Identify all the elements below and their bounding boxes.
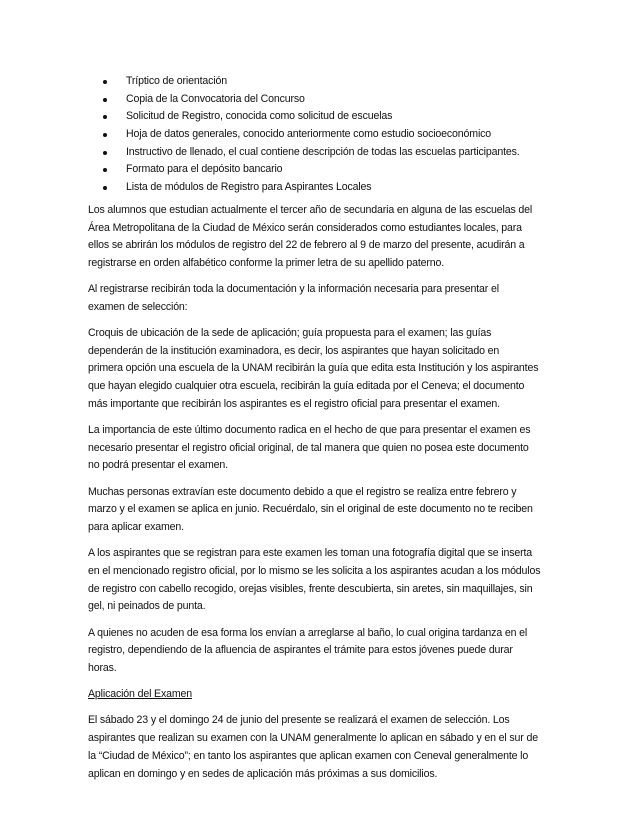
bullet-icon xyxy=(103,98,107,102)
paragraph-exam-dates xyxy=(88,712,558,783)
text-line: marzo y el examen se aplica en junio. Recuérdalo, sin el original de este documento no te reciben xyxy=(88,503,533,516)
text-line: Los alumnos que estudian actualmente el tercer año de secundaria en alguna de las escuelas del xyxy=(88,203,533,216)
list-item xyxy=(88,108,558,126)
text-line: El sábado 23 y el domingo 24 de junio del presente se realizará el examen de selección. Los xyxy=(88,714,510,727)
list-item-text: Solicitud de Registro, conocida como solicitud de escuelas xyxy=(126,110,393,123)
list-item-text: Tríptico de orientación xyxy=(126,75,227,87)
paragraph-photo xyxy=(88,545,558,616)
list-item-text: Lista de módulos de Registro para Aspirantes Locales xyxy=(126,181,372,194)
paragraph-guides xyxy=(88,325,558,414)
text-line: La importancia de este último documento radica en el hecho de que para presentar el examen es xyxy=(88,424,531,437)
paragraph-importance xyxy=(88,422,558,475)
text-line: Muchas personas extravían este documento debido a que el registro se realiza entre febrero y xyxy=(88,485,517,498)
text-line: registro, dependiendo de la afluencia de aspirantes el trámite para estos jóvenes puede durar xyxy=(88,644,513,657)
bullet-icon xyxy=(103,80,107,84)
list-item-text: Instructivo de llenado, el cual contiene descripción de todas las escuelas participantes. xyxy=(126,145,520,158)
documents-list xyxy=(88,73,558,197)
list-item-text: Formato para el depósito bancario xyxy=(126,163,283,176)
list-item xyxy=(88,73,558,91)
text-line: necesario presentar el registro oficial original, de tal manera que quien no posea este documento xyxy=(88,441,529,454)
paragraph-delay xyxy=(88,625,558,678)
text-line: A los aspirantes que se registran para este examen les toman una fotografía digital que se inserta xyxy=(88,547,533,560)
document-body xyxy=(88,73,558,792)
text-line: registrarse en orden alfabético conforme la primer letra de su apellido paterno. xyxy=(88,256,445,269)
text-line: la “Ciudad de México”; en tanto los aspirantes que aplican examen con Ceneval generalmente lo xyxy=(88,749,529,762)
bullet-icon xyxy=(103,186,107,190)
text-line: A quienes no acuden de esa forma los envían a arreglarse al baño, lo cual origina tardanza en el xyxy=(88,626,528,639)
paragraph-local-students xyxy=(88,202,558,273)
text-line: en el mencionado registro oficial, por lo mismo se les solicita a los aspirantes acudan a los módulos xyxy=(88,564,541,577)
text-line: Al registrarse recibirán toda la documentación y la información necesaria para presentar el xyxy=(88,283,499,296)
list-item xyxy=(88,126,558,144)
text-line: más importante que recibirán los aspirantes es el registro oficial para presentar el examen. xyxy=(88,397,500,410)
text-line: primera opción una escuela de la UNAM recibirán la guía que edita esta Institución y los aspirantes xyxy=(88,362,539,375)
text-line: aplican en domingo y en sedes de aplicación más próximas a sus domicilios. xyxy=(88,767,438,780)
text-line: que hayan elegido cualquier otra escuela, recibirán la guía editada por el Ceneva; el documento xyxy=(88,380,525,393)
text-line: no podrá presentar el examen. xyxy=(88,459,228,472)
list-item-text: Hoja de datos generales, conocido anteriormente como estudio socioeconómico xyxy=(126,128,492,141)
text-line: Croquis de ubicación de la sede de aplicación; guía propuesta para el examen; las guías xyxy=(88,327,492,340)
text-line: horas. xyxy=(88,661,117,674)
text-line: para aplicar examen. xyxy=(88,521,184,534)
list-item xyxy=(88,91,558,109)
bullet-icon xyxy=(103,115,107,119)
list-item-text: Copia de la Convocatoria del Concurso xyxy=(126,92,305,105)
text-line: aspirantes que realizan su examen con la UNAM generalmente lo aplican en sábado y en el sur de xyxy=(88,732,538,745)
text-line: dependerán de la institución examinadora, es decir, los aspirantes que hayan solicitado en xyxy=(88,344,500,357)
paragraph-lost-document xyxy=(88,484,558,537)
bullet-icon xyxy=(103,133,107,137)
text-line: Área Metropolitana de la Ciudad de México serán considerados como estudiantes locales, para xyxy=(88,221,522,234)
text-line: ellos se abrirán los módulos de registro del 22 de febrero al 9 de marzo del presente, acudirán a xyxy=(88,239,525,252)
paragraph-registration-docs xyxy=(88,281,558,316)
section-heading: Aplicación del Examen xyxy=(88,688,193,701)
list-item xyxy=(88,144,558,162)
bullet-icon xyxy=(103,151,107,155)
text-line: de registro con cabello recogido, orejas visibles, frente descubierta, sin aretes, sin maquillajes, sin xyxy=(88,582,533,595)
text-line: examen de selección: xyxy=(88,300,188,313)
list-item xyxy=(88,161,558,179)
list-item xyxy=(88,179,558,197)
text-line: gel, ni peinados de punta. xyxy=(88,600,206,613)
bullet-icon xyxy=(103,168,107,172)
